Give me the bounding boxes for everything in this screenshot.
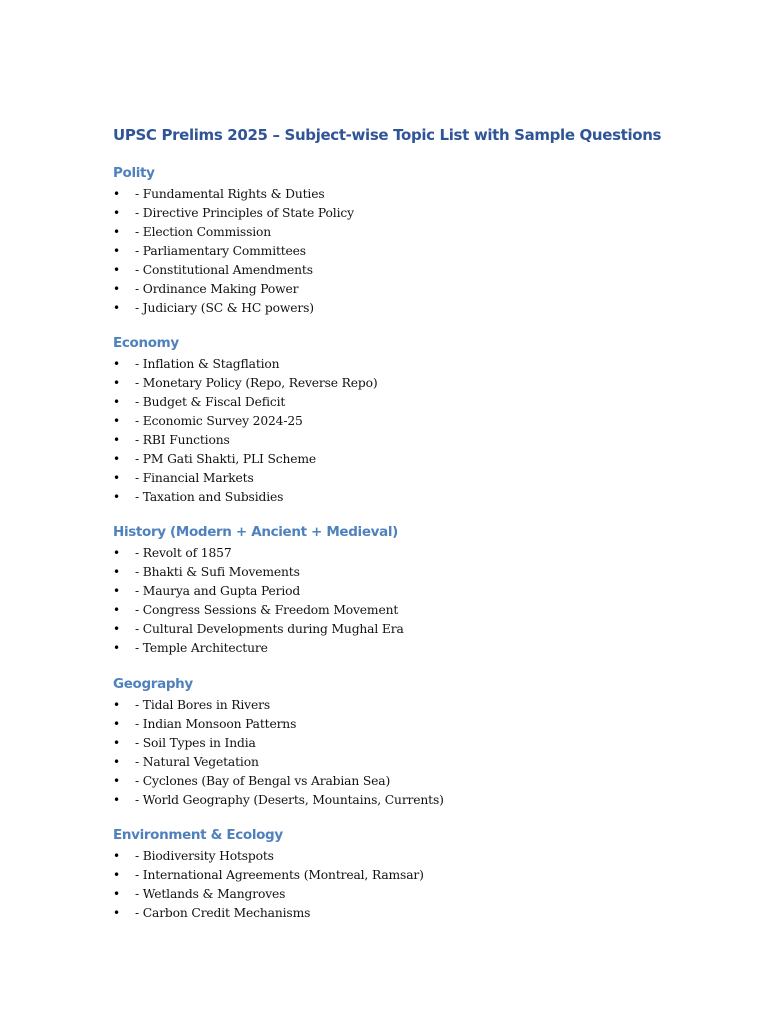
list-item <box>113 223 272 242</box>
bullet-icon: • <box>113 641 121 655</box>
bullet-icon: • <box>113 774 121 788</box>
bullet-icon: • <box>113 471 121 485</box>
topic-text: - PM Gati Shakti, PLI Scheme <box>135 452 317 466</box>
topic-list <box>113 185 354 318</box>
section-heading: Geography <box>113 676 193 692</box>
section-heading: History (Modern + Ancient + Medieval) <box>113 524 398 540</box>
list-item <box>113 488 284 507</box>
bullet-icon: • <box>113 433 121 447</box>
list-item <box>113 639 398 658</box>
bullet-icon: • <box>113 698 121 712</box>
bullet-icon: • <box>113 376 121 390</box>
topic-text: - World Geography (Deserts, Mountains, Currents) <box>135 793 444 807</box>
list-item <box>113 563 398 582</box>
bullet-icon: • <box>113 906 121 920</box>
topic-text: - Judiciary (SC & HC powers) <box>135 301 314 315</box>
topic-text: - RBI Functions <box>135 433 230 447</box>
topic-list <box>113 355 378 507</box>
section-history <box>113 522 404 658</box>
list-item <box>113 904 311 923</box>
topic-text: - Monetary Policy (Repo, Reverse Repo) <box>135 376 378 390</box>
list-item <box>113 791 444 810</box>
section-polity <box>113 163 354 318</box>
topic-text: - Revolt of 1857 <box>135 546 232 560</box>
bullet-icon: • <box>113 736 121 750</box>
topic-text: - Election Commission <box>135 225 272 239</box>
bullet-icon: • <box>113 868 121 882</box>
list-item <box>113 355 280 374</box>
list-item <box>113 185 325 204</box>
list-item <box>113 544 398 563</box>
bullet-icon: • <box>113 849 121 863</box>
topic-list <box>113 847 424 923</box>
topic-list <box>113 696 444 810</box>
list-item <box>113 885 286 904</box>
list-item <box>113 753 259 772</box>
bullet-icon: • <box>113 887 121 901</box>
bullet-icon: • <box>113 301 121 315</box>
topic-text: - Maurya and Gupta Period <box>135 584 301 598</box>
bullet-icon: • <box>113 565 121 579</box>
topic-text: - Inflation & Stagflation <box>135 357 280 371</box>
bullet-icon: • <box>113 187 121 201</box>
document-title: UPSC Prelims 2025 – Subject-wise Topic List with Sample Questions <box>113 126 662 144</box>
section-environment <box>113 825 424 923</box>
section-heading: Environment & Ecology <box>113 827 283 843</box>
list-item <box>113 582 398 601</box>
topic-text: - Budget & Fiscal Deficit <box>135 395 286 409</box>
bullet-icon: • <box>113 414 121 428</box>
bullet-icon: • <box>113 793 121 807</box>
bullet-icon: • <box>113 717 121 731</box>
bullet-icon: • <box>113 490 121 504</box>
topic-text: - Tidal Bores in Rivers <box>135 698 270 712</box>
list-item <box>113 620 404 639</box>
topic-text: - Wetlands & Mangroves <box>135 887 286 901</box>
list-item <box>113 847 283 866</box>
list-item <box>113 261 313 280</box>
topic-text: - Constitutional Amendments <box>135 263 313 277</box>
topic-text: - Parliamentary Committees <box>135 244 306 258</box>
topic-text: - Financial Markets <box>135 471 254 485</box>
topic-text: - Natural Vegetation <box>135 755 259 769</box>
topic-text: - Congress Sessions & Freedom Movement <box>135 603 399 617</box>
topic-text: - Directive Principles of State Policy <box>135 206 354 220</box>
section-heading: Economy <box>113 335 179 351</box>
list-item <box>113 450 317 469</box>
section-geography <box>113 674 444 810</box>
list-item <box>113 393 286 412</box>
topic-text: - Taxation and Subsidies <box>135 490 284 504</box>
topic-text: - Fundamental Rights & Duties <box>135 187 325 201</box>
list-item <box>113 696 270 715</box>
topic-text: - Bhakti & Sufi Movements <box>135 565 300 579</box>
list-item <box>113 299 314 318</box>
topic-text: - Cyclones (Bay of Bengal vs Arabian Sea) <box>135 774 391 788</box>
list-item <box>113 374 378 393</box>
list-item <box>113 734 256 753</box>
topic-text: - Soil Types in India <box>135 736 256 750</box>
bullet-icon: • <box>113 282 121 296</box>
bullet-icon: • <box>113 206 121 220</box>
topic-text: - International Agreements (Montreal, Ramsar) <box>135 868 424 882</box>
bullet-icon: • <box>113 244 121 258</box>
topic-text: - Ordinance Making Power <box>135 282 299 296</box>
bullet-icon: • <box>113 755 121 769</box>
list-item <box>113 412 303 431</box>
list-item <box>113 431 230 450</box>
list-item <box>113 772 391 791</box>
list-item <box>113 204 354 223</box>
bullet-icon: • <box>113 622 121 636</box>
topic-text: - Temple Architecture <box>135 641 268 655</box>
list-item <box>113 280 299 299</box>
list-item <box>113 469 254 488</box>
bullet-icon: • <box>113 225 121 239</box>
topic-text: - Carbon Credit Mechanisms <box>135 906 311 920</box>
bullet-icon: • <box>113 452 121 466</box>
bullet-icon: • <box>113 584 121 598</box>
bullet-icon: • <box>113 603 121 617</box>
topic-text: - Biodiversity Hotspots <box>135 849 274 863</box>
bullet-icon: • <box>113 357 121 371</box>
topic-text: - Indian Monsoon Patterns <box>135 717 297 731</box>
bullet-icon: • <box>113 395 121 409</box>
bullet-icon: • <box>113 263 121 277</box>
topic-text: - Cultural Developments during Mughal Era <box>135 622 404 636</box>
list-item <box>113 601 398 620</box>
topic-list <box>113 544 404 658</box>
list-item <box>113 866 424 885</box>
topic-text: - Economic Survey 2024-25 <box>135 414 303 428</box>
list-item <box>113 242 306 261</box>
list-item <box>113 715 297 734</box>
section-heading: Polity <box>113 165 155 181</box>
section-economy <box>113 333 378 507</box>
bullet-icon: • <box>113 546 121 560</box>
